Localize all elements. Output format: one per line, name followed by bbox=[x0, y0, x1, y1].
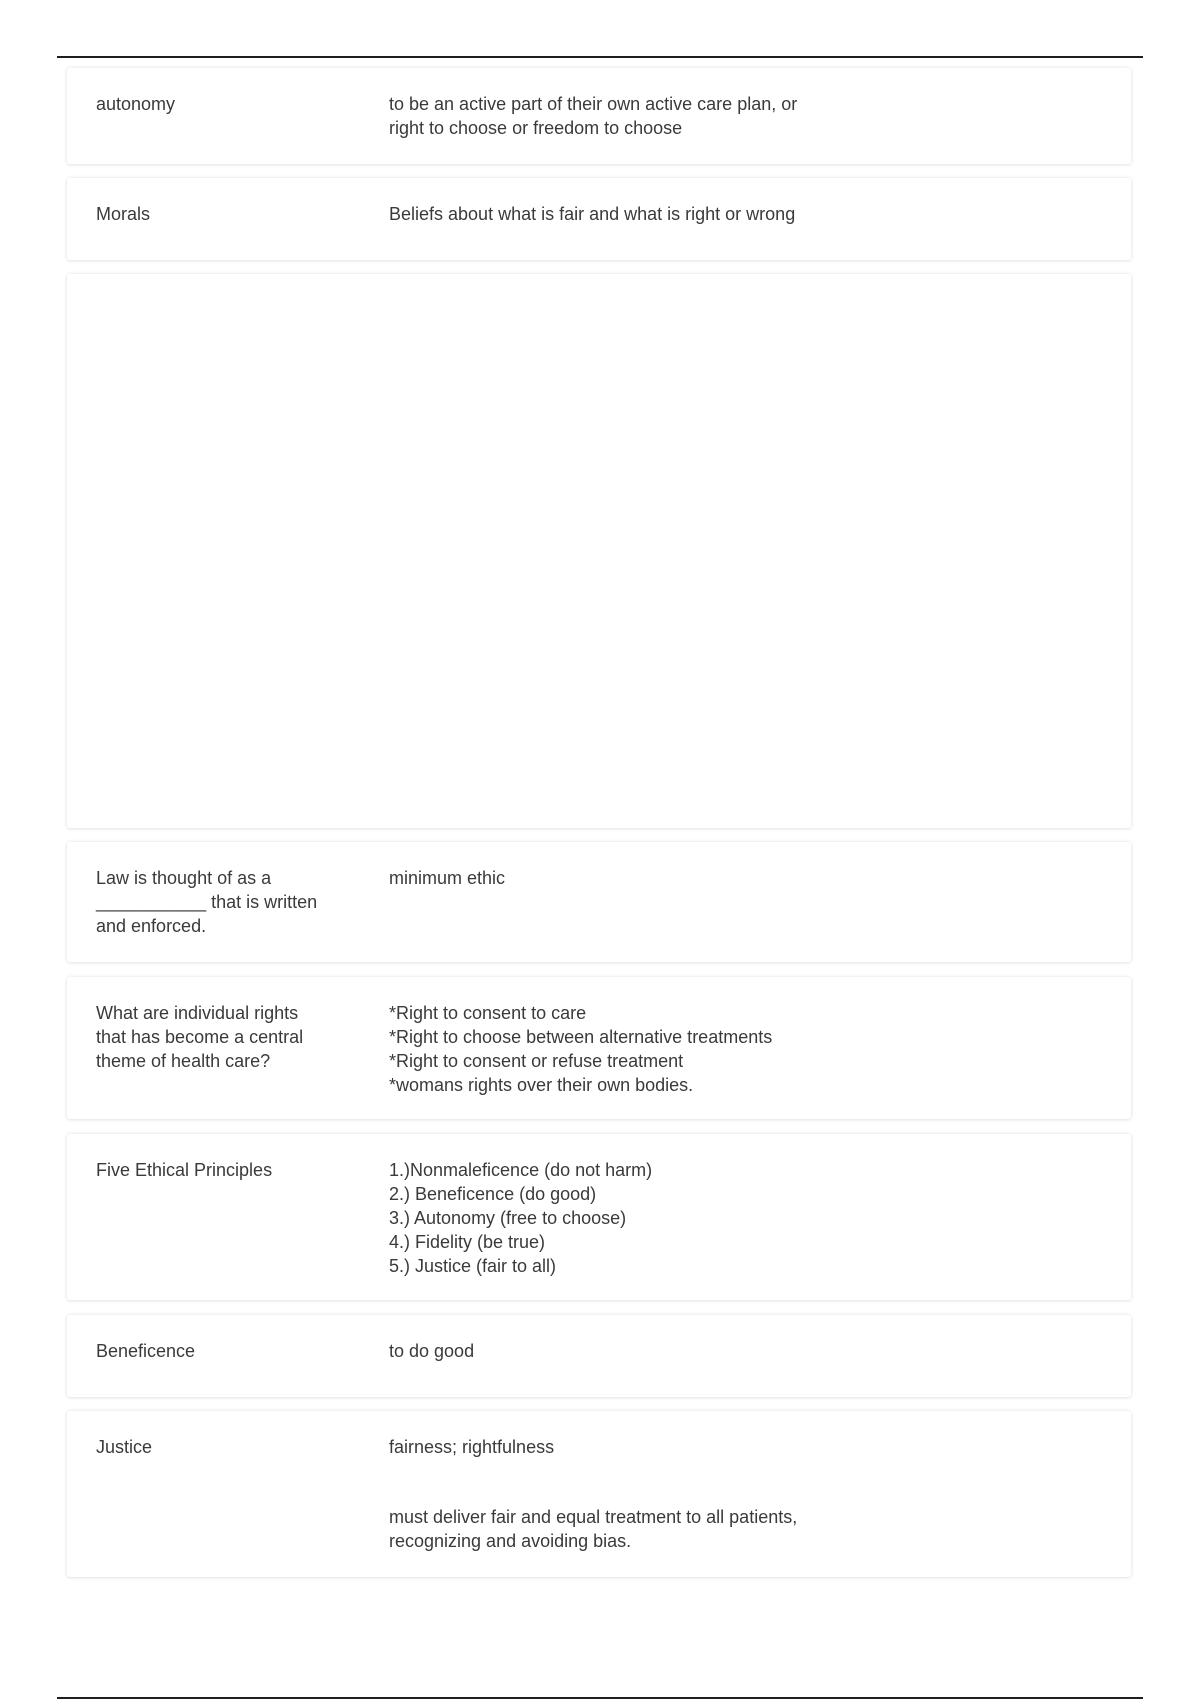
flashcard-law bbox=[67, 842, 1131, 962]
card-term: autonomy bbox=[96, 94, 176, 114]
card-term: Beneficence bbox=[96, 1341, 196, 1361]
flashcard-image bbox=[67, 274, 1131, 828]
card-definition: to do good bbox=[389, 1341, 475, 1361]
flashcard-justice bbox=[67, 1411, 1131, 1577]
flashcard-beneficence bbox=[67, 1315, 1131, 1397]
flashcard-morals bbox=[67, 178, 1131, 260]
card-term: Law is thought of as a ___________ that is written and enforced. bbox=[96, 868, 318, 936]
top-rule bbox=[57, 56, 1143, 58]
flashcard-autonomy bbox=[67, 68, 1131, 164]
bottom-rule bbox=[57, 1697, 1143, 1699]
card-definition: Beliefs about what is fair and what is right or wrong bbox=[389, 204, 796, 224]
flashcard-individual-rights bbox=[67, 977, 1131, 1119]
card-definition: to be an active part of their own active care plan, or right to choose or freedom to choose bbox=[389, 94, 798, 138]
card-definition-extra: must deliver fair and equal treatment to all patients, recognizing and avoiding bias. bbox=[389, 1507, 798, 1551]
card-term: Five Ethical Principles bbox=[96, 1160, 273, 1180]
card-definition: 1.)Nonmaleficence (do not harm) 2.) Beneficence (do good) 3.) Autonomy (free to choose) 4.) Fidelity (be true) 5.) Justice (fair to all) bbox=[389, 1160, 653, 1276]
card-term: Justice bbox=[96, 1437, 153, 1457]
card-image-placeholder bbox=[67, 274, 1131, 828]
card-definition: fairness; rightfulness bbox=[389, 1437, 555, 1457]
card-term: What are individual rights that has become a central theme of health care? bbox=[96, 1003, 304, 1071]
card-definition: minimum ethic bbox=[389, 868, 506, 888]
card-definition: *Right to consent to care *Right to choose between alternative treatments *Right to consent or refuse treatment *womans rights over their own bodies. bbox=[389, 1003, 773, 1095]
card-term: Morals bbox=[96, 204, 151, 224]
flashcard-five-ethical-principles bbox=[67, 1134, 1131, 1300]
